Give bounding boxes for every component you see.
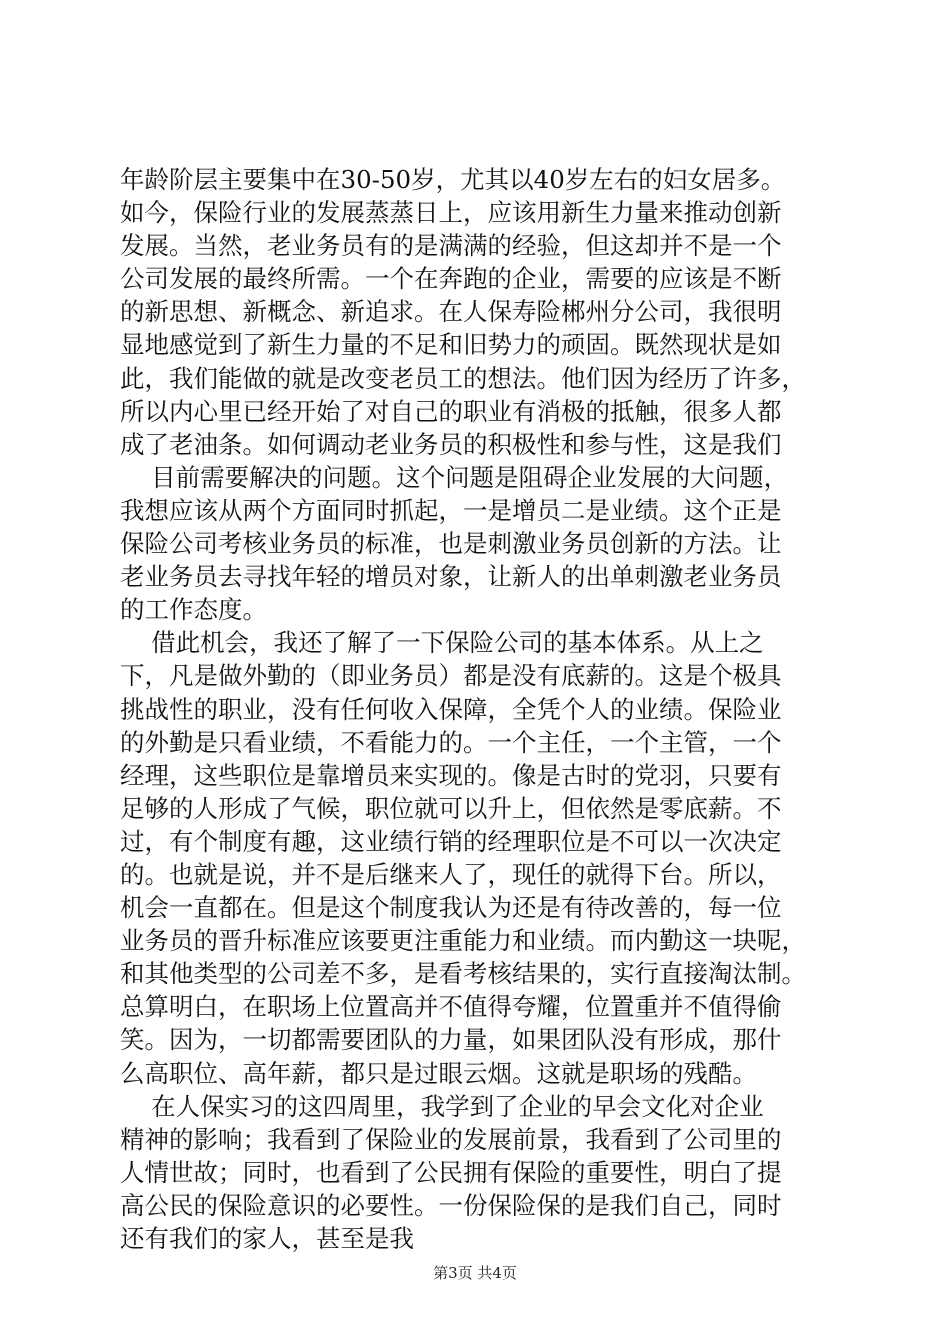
text-line: 年龄阶层主要集中在30-50岁，尤其以40岁左右的妇女居多。 (120, 165, 786, 194)
text-line: 过，有个制度有趣，这业绩行销的经理职位是不可以一次决定 (120, 826, 782, 856)
text-line: 在人保实习的这四周里，我学到了企业的早会文化对企业 (120, 1091, 764, 1121)
text-line: 笑。因为，一切都需要团队的力量，如果团队没有形成，那什 (120, 1025, 782, 1055)
text-line: 足够的人形成了气候，职位就可以升上，但依然是零底薪。不 (120, 793, 782, 823)
text-line: 显地感觉到了新生力量的不足和旧势力的顽固。既然现状是如 (120, 330, 782, 360)
text-line: 的工作态度。 (120, 595, 267, 625)
text-line: 的。也就是说，并不是后继来人了，现任的就得下台。所以， (120, 859, 782, 889)
text-line: 借此机会，我还了解了一下保险公司的基本体系。从上之 (120, 628, 764, 658)
text-line: 的新思想、新概念、新追求。在人保寿险郴州分公司，我很明 (120, 297, 782, 327)
text-line: 所以内心里已经开始了对自己的职业有消极的抵触，很多人都 (120, 396, 782, 426)
text-line: 总算明白，在职场上位置高并不值得夸耀，位置重并不值得偷 (120, 992, 782, 1022)
text-line: 下，凡是做外勤的（即业务员）都是没有底薪的。这是个极具 (120, 661, 782, 691)
text-line: 目前需要解决的问题。这个问题是阻碍企业发展的大问题， (120, 462, 789, 492)
text-line: 挑战性的职业，没有任何收入保障，全凭个人的业绩。保险业 (120, 694, 782, 724)
text-line: 还有我们的家人，甚至是我 (120, 1224, 414, 1253)
text-line: 和其他类型的公司差不多，是看考核结果的，实行直接淘汰制。 (120, 959, 806, 989)
text-line: 高公民的保险意识的必要性。一份保险保的是我们自己，同时 (120, 1190, 782, 1220)
paragraph (120, 163, 840, 461)
text-line: 成了老油条。如何调动老业务员的积极性和参与性，这是我们 (120, 429, 782, 459)
paragraph (120, 626, 840, 1089)
text-line: 此，我们能做的就是改变老员工的想法。他们因为经历了许多， (120, 363, 806, 393)
page-footer: 第3页 共4页 (433, 1264, 517, 1282)
text-line: 保险公司考核业务员的标准，也是刺激业务员创新的方法。让 (120, 529, 782, 559)
text-line: 业务员的晋升标准应该要更注重能力和业绩。而内勤这一块呢， (120, 926, 806, 956)
paragraph (120, 1090, 840, 1255)
text-line: 人情世故；同时，也看到了公民拥有保险的重要性，明白了提 (120, 1157, 782, 1187)
text-line: 我想应该从两个方面同时抓起，一是增员二是业绩。这个正是 (120, 495, 782, 525)
text-line: 如今，保险行业的发展蒸蒸日上，应该用新生力量来推动创新 (120, 198, 782, 228)
text-line: 么高职位、高年薪，都只是过眼云烟。这就是职场的残酷。 (120, 1058, 757, 1088)
text-line: 的外勤是只看业绩，不看能力的。一个主任，一个主管，一个 (120, 727, 782, 757)
text-line: 机会一直都在。但是这个制度我认为还是有待改善的，每一位 (120, 893, 782, 923)
text-line: 经理，这些职位是靠增员来实现的。像是古时的党羽，只要有 (120, 760, 782, 790)
text-line: 老业务员去寻找年轻的增员对象，让新人的出单刺激老业务员 (120, 562, 782, 592)
text-line: 精神的影响；我看到了保险业的发展前景，我看到了公司里的 (120, 1124, 782, 1154)
paragraph (120, 461, 840, 626)
text-line: 发展。当然，老业务员有的是满满的经验，但这却并不是一个 (120, 231, 782, 261)
text-line: 公司发展的最终所需。一个在奔跑的企业，需要的应该是不断 (120, 264, 782, 294)
body-text (120, 163, 840, 1255)
